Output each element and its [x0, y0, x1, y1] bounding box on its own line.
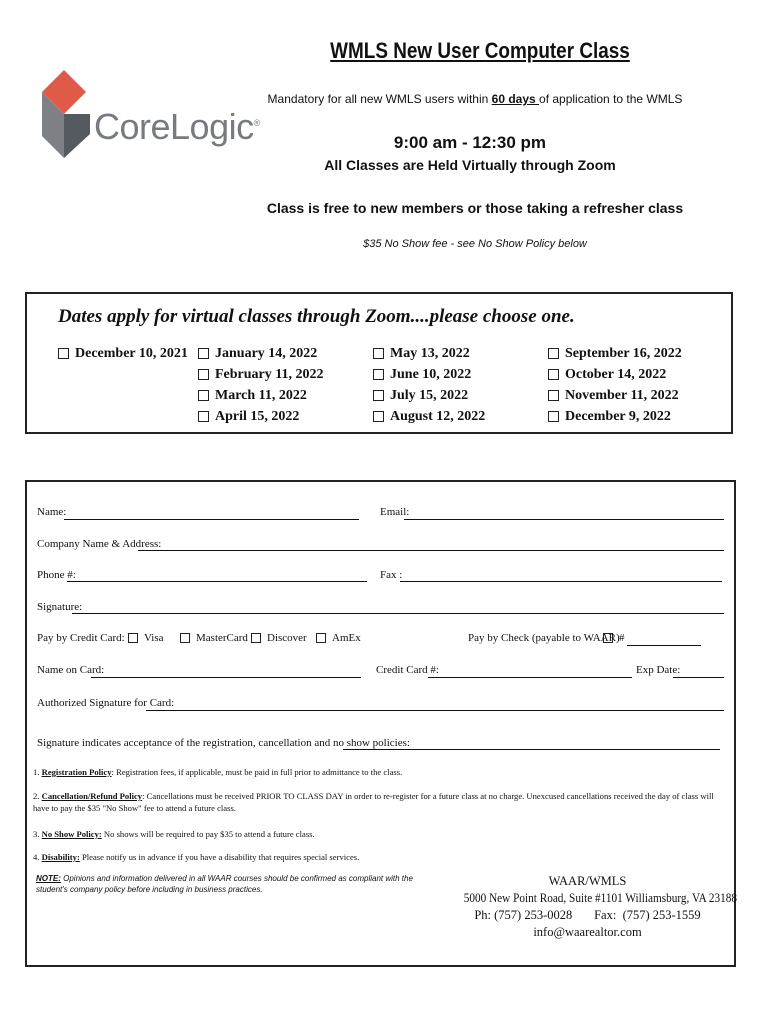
contact-org: WAAR/WMLS — [548, 874, 627, 888]
auth-signature-field[interactable] — [146, 709, 724, 711]
date-option[interactable] — [548, 388, 682, 409]
acceptance-label: Signature indicates acceptance of the registration, cancellation and no show policies: — [37, 737, 410, 749]
signature-label: Signature: — [37, 601, 83, 613]
policy-num: 2. — [33, 791, 40, 801]
date-label: August 12, 2022 — [390, 409, 486, 424]
email-label: Email: — [380, 506, 410, 518]
class-time: 9:00 am - 12:30 pm — [393, 133, 547, 152]
card-option-amex[interactable] — [316, 632, 361, 644]
checkbox[interactable] — [198, 348, 209, 359]
checkbox[interactable] — [198, 411, 209, 422]
checkbox[interactable] — [58, 348, 69, 359]
policy-text: No shows will be required to pay $35 to attend a future class. — [101, 829, 315, 839]
policy-title: Registration Policy — [41, 767, 112, 777]
date-col-1 — [58, 346, 188, 367]
date-col-4 — [548, 346, 682, 430]
credit-card-field[interactable] — [428, 676, 632, 678]
date-option[interactable] — [548, 346, 682, 367]
name-label: Name: — [37, 506, 67, 518]
policy-text: : Registration fees, if applicable, must be paid in full prior to admittance to the class. — [111, 767, 403, 777]
contact-phones: Ph: (757) 253-0028 Fax: (757) 253-1559 — [474, 908, 701, 922]
card-label: Visa — [144, 632, 164, 644]
date-option[interactable] — [548, 367, 682, 388]
exp-date-label: Exp Date: — [636, 664, 681, 676]
email-field[interactable] — [404, 518, 724, 520]
card-option-discover[interactable] — [251, 632, 307, 644]
fax-field[interactable] — [400, 580, 722, 582]
contact-email[interactable]: info@waarealtor.com — [533, 925, 642, 939]
policy-num: 1. — [33, 767, 40, 777]
date-option[interactable] — [198, 409, 324, 430]
card-label: MasterCard — [196, 632, 248, 644]
date-label: December 9, 2022 — [565, 409, 671, 424]
date-option[interactable] — [198, 346, 324, 367]
pay-card-label: Pay by Credit Card: — [37, 632, 125, 644]
logo-text: CoreLogic — [94, 106, 254, 147]
check-number-label: # — [619, 632, 625, 644]
date-option[interactable] — [58, 346, 188, 367]
date-col-3 — [373, 346, 485, 430]
exp-date-field[interactable] — [673, 676, 724, 678]
policy-4 — [33, 851, 723, 863]
contact-address: 5000 New Point Road, Suite #1101 Williamsburg, VA 23188 — [463, 891, 738, 905]
pay-check-label: Pay by Check (payable to WAAR) — [468, 632, 620, 644]
policy-3 — [33, 828, 723, 840]
card-label: Discover — [267, 632, 307, 644]
policy-text: : Cancellations must be received PRIOR TO CLASS DAY in order to re-register for a future class at no charge. Unexcused cancellations received the day of class will have to pay the $35 "No Show" fee to attend a future class. — [33, 791, 714, 813]
contact-block — [450, 873, 738, 941]
date-option[interactable] — [548, 409, 682, 430]
free-note: Class is free to new members or those taking a refresher class — [266, 200, 684, 216]
checkbox[interactable] — [316, 633, 326, 643]
note-label: NOTE: — [36, 874, 61, 883]
date-option[interactable] — [198, 367, 324, 388]
dates-heading: Dates apply for virtual classes through Zoom....please choose one. — [58, 306, 575, 327]
mandatory-note — [250, 92, 700, 106]
checkbox[interactable] — [180, 633, 190, 643]
checkbox[interactable] — [548, 411, 559, 422]
name-on-card-field[interactable] — [91, 676, 361, 678]
policy-num: 4. — [33, 852, 40, 862]
company-label: Company Name & Address: — [37, 538, 162, 550]
checkbox[interactable] — [128, 633, 138, 643]
checkbox[interactable] — [373, 411, 384, 422]
checkbox[interactable] — [251, 633, 261, 643]
card-option-mastercard[interactable] — [180, 632, 248, 644]
date-label: April 15, 2022 — [215, 409, 300, 424]
policy-2 — [33, 790, 723, 814]
card-label: AmEx — [332, 632, 361, 644]
fax-label: Fax : — [380, 569, 403, 581]
checkbox[interactable] — [548, 369, 559, 380]
date-option[interactable] — [373, 388, 485, 409]
date-label: September 16, 2022 — [565, 346, 682, 361]
signature-field[interactable] — [72, 612, 724, 614]
checkbox[interactable] — [603, 633, 613, 643]
checkbox[interactable] — [198, 390, 209, 401]
date-label: May 13, 2022 — [390, 346, 470, 361]
corelogic-logo — [40, 68, 260, 160]
checkbox[interactable] — [373, 390, 384, 401]
checkbox[interactable] — [373, 348, 384, 359]
policy-title: Cancellation/Refund Policy — [41, 791, 143, 801]
name-field[interactable] — [64, 518, 359, 520]
name-on-card-label: Name on Card: — [37, 664, 105, 676]
date-option[interactable] — [373, 346, 485, 367]
mandatory-pre: Mandatory for all new WMLS users within — [267, 92, 492, 106]
date-option[interactable] — [198, 388, 324, 409]
policy-title: Disability: — [41, 852, 80, 862]
virtual-note: All Classes are Held Virtually through Zoom — [324, 157, 616, 173]
date-label: October 14, 2022 — [565, 367, 667, 382]
corelogic-logo-icon — [40, 68, 96, 160]
phone-field[interactable] — [67, 580, 367, 582]
mandatory-post: of application to the WMLS — [539, 92, 683, 106]
page-title: WMLS New User Computer Class — [330, 38, 630, 63]
policy-title: No Show Policy: — [41, 829, 102, 839]
date-label: March 11, 2022 — [215, 388, 307, 403]
date-label: January 14, 2022 — [215, 346, 318, 361]
date-label: July 15, 2022 — [390, 388, 469, 403]
company-field[interactable] — [138, 549, 724, 551]
check-number-field[interactable] — [627, 644, 701, 646]
policy-num: 3. — [33, 829, 40, 839]
check-number-option[interactable] — [603, 632, 625, 644]
date-label: December 10, 2021 — [75, 346, 188, 361]
auth-signature-label: Authorized Signature for Card: — [37, 697, 175, 709]
policy-text: Please notify us in advance if you have a disability that requires special services. — [79, 852, 360, 862]
date-label: November 11, 2022 — [565, 388, 679, 403]
phone-label: Phone #: — [37, 569, 76, 581]
date-label: June 10, 2022 — [390, 367, 472, 382]
acceptance-signature-field[interactable] — [343, 748, 720, 750]
checkbox[interactable] — [548, 348, 559, 359]
noshow-fee: $35 No Show fee - see No Show Policy below — [363, 238, 587, 250]
checkbox[interactable] — [373, 369, 384, 380]
mandatory-days: 60 days — [491, 92, 540, 106]
checkbox[interactable] — [198, 369, 209, 380]
date-option[interactable] — [373, 409, 485, 430]
date-col-2 — [198, 346, 324, 430]
date-option[interactable] — [373, 367, 485, 388]
credit-card-label: Credit Card #: — [376, 664, 439, 676]
checkbox[interactable] — [548, 390, 559, 401]
card-option-visa[interactable] — [128, 632, 164, 644]
note-text: Opinions and information delivered in all WAAR courses should be confirmed as compliant with the student's company policy before including in business practices. — [36, 874, 413, 894]
disclaimer-note — [36, 873, 446, 895]
logo-reg: ® — [253, 118, 260, 128]
date-label: February 11, 2022 — [215, 367, 324, 382]
policy-1 — [33, 766, 723, 778]
